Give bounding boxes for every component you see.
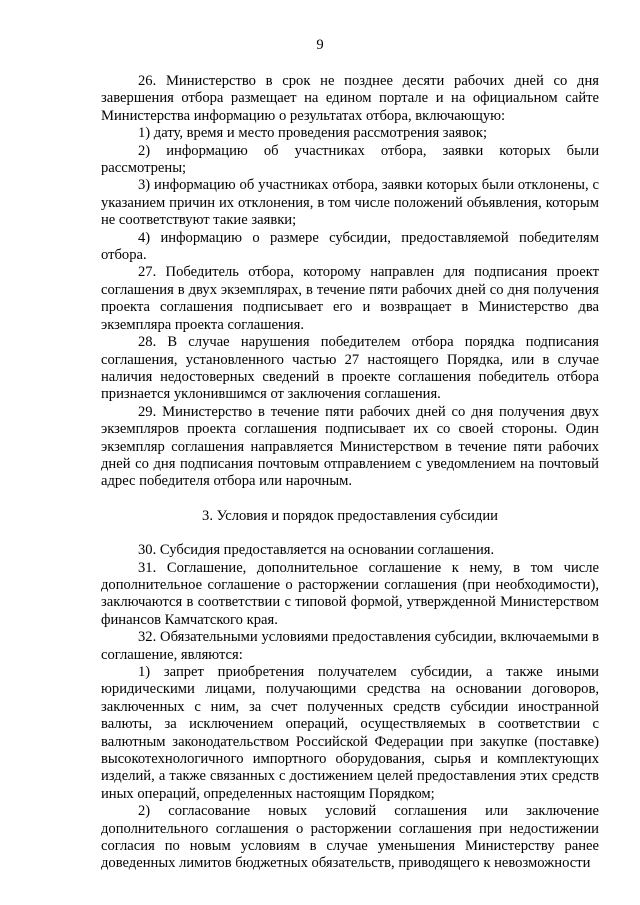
paragraph-28: 28. В случае нарушения победителем отбора порядка подписания соглашения, установленного частью 27 настоящего Порядка, или в случае наличия недостоверных сведений в проекте соглашения победитель отбора признается уклонившимся от заключения соглашения. [101, 334, 599, 403]
condition-item-2: 2) согласование новых условий соглашения или заключение дополнительного соглашения о расторжении соглашения при недостижении согласия по новым условиям в случае уменьшения Министерству ранее доведенных лимитов бюджетных обязательств, приводящего к невозможности [101, 803, 599, 872]
list-item-3: 3) информацию об участниках отбора, заявки которых были отклонены, с указанием причин их отклонения, в том числе положений объявления, которым не соответствуют такие заявки; [101, 177, 599, 229]
list-item-2: 2) информацию об участниках отбора, заявки которых были рассмотрены; [101, 142, 599, 177]
paragraph-30: 30. Субсидия предоставляется на основании соглашения. [138, 542, 495, 559]
list-item-4: 4) информацию о размере субсидии, предоставляемой победителям отбора. [101, 229, 599, 264]
paragraph-29: 29. Министерство в течение пяти рабочих дней со дня получения двух экземпляров проекта соглашения подписывает их со своей стороны. Один экземпляр соглашения направляется Министерством в течение пяти рабочих дней со дня подписания почтовым отправлением с уведомлением на почтовый адрес победителя отбора или нарочным. [101, 403, 599, 490]
paragraph-31: 31. Соглашение, дополнительное соглашение к нему, в том числе дополнительное соглашение о расторжении соглашения (при необходимости), заключаются в соответствии с типовой формой, утвержденной Министерством финансов Камчатского края. [101, 559, 599, 628]
section-title: 3. Условия и порядок предоставления субсидии [202, 507, 498, 524]
document-body [101, 73, 599, 873]
condition-item-1: 1) запрет приобретения получателем субсидии, а также иными юридическими лицами, получающими средства на основании договоров, заключенных с ним, за счет полученных средств субсидии иностранной валюты, за исключением операций, осуществляемых в соответствии с валютным законодательством Российской Федерации при закупке (поставке) высокотехнологичного импортного оборудования, сырья и комплектующих изделий, а также связанных с достижением целей предоставления этих средств иных операций, определенных настоящим Порядком; [101, 664, 599, 802]
page-number: 9 [316, 37, 324, 53]
paragraph-26: 26. Министерство в срок не позднее десяти рабочих дней со дня завершения отбора размещает на едином портале и на официальном сайте Министерства информацию о результатах отбора, включающую: [101, 73, 599, 124]
paragraph-27: 27. Победитель отбора, которому направлен для подписания проект соглашения в двух экземплярах, в течение пяти рабочих дней со дня получения проекта соглашения подписывает его и возвращает в Министерство два экземпляра проекта соглашения. [101, 264, 599, 333]
list-item-1: 1) дату, время и место проведения рассмотрения заявок; [138, 125, 487, 142]
paragraph-32: 32. Обязательными условиями предоставления субсидии, включаемыми в соглашение, являются: [101, 629, 599, 663]
